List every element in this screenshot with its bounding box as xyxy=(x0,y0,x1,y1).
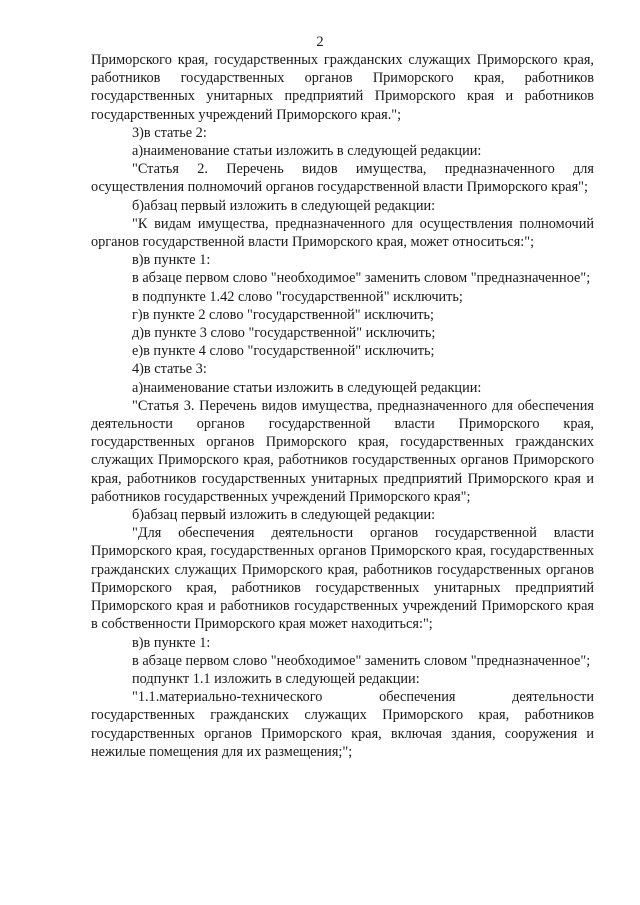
paragraph: 3)в статье 2: xyxy=(132,124,207,141)
paragraph: подпункт 1.1 изложить в следующей редакции: xyxy=(132,670,420,687)
page-number: 2 xyxy=(316,34,324,50)
paragraph: 4)в статье 3: xyxy=(132,361,207,378)
paragraph: д)в пункте 3 слово "государственной" исключить; xyxy=(132,325,436,342)
paragraph: "Для обеспечения деятельности органов государственной власти Приморского края, государственных органов Приморского края, государственных гражданских служащих Приморского края, работников государственных органов Приморского края, работников государственных унитарных предприятий Приморского края и работников государственных учреждений Приморского края в собственности Приморского края может находиться:"; xyxy=(91,525,594,633)
paragraph: в абзаце первом слово "необходимое" заменить словом "предназначенное"; xyxy=(132,652,591,669)
paragraph: "Статья 3. Перечень видов имущества, предназначенного для обеспечения деятельности органов государственной власти Приморского края, государственных органов Приморского края, государственных гражданских служащих Приморского края, работников государственных органов Приморского края, работников государственных унитарных предприятий Приморского края и работников государственных учреждений Приморского края"; xyxy=(91,397,594,505)
paragraph: а)наименование статьи изложить в следующей редакции: xyxy=(132,379,482,396)
paragraph: Приморского края, государственных гражданских служащих Приморского края, работников государственных органов Приморского края, работников государственных унитарных предприятий Приморского края и работников государственных учреждений Приморского края."; xyxy=(91,52,594,123)
paragraph: б)абзац первый изложить в следующей редакции: xyxy=(132,507,436,524)
paragraph: "К видам имущества, предназначенного для осуществления полномочий органов государственной власти Приморского края, может относиться:"; xyxy=(91,215,594,251)
paragraph: "Статья 2. Перечень видов имущества, предназначенного для осуществления полномочий органов государственной власти Приморского края"; xyxy=(91,161,594,196)
paragraph: "1.1.материально-технического обеспечения деятельности государственных гражданских служащих Приморского края, работников государственных органов Приморского края, включая здания, сооружения и нежилые помещения для их размещения;"; xyxy=(91,689,594,760)
paragraph: в)в пункте 1: xyxy=(132,252,211,269)
document-body xyxy=(91,51,594,761)
paragraph: е)в пункте 4 слово "государственной" исключить; xyxy=(132,343,435,360)
paragraph: в подпункте 1.42 слово "государственной" исключить; xyxy=(132,288,463,305)
paragraph: б)абзац первый изложить в следующей редакции: xyxy=(132,197,436,214)
paragraph: в)в пункте 1: xyxy=(132,634,211,651)
paragraph: г)в пункте 2 слово "государственной" исключить; xyxy=(132,306,434,323)
paragraph: а)наименование статьи изложить в следующей редакции: xyxy=(132,143,482,160)
paragraph: в абзаце первом слово "необходимое" заменить словом "предназначенное"; xyxy=(132,270,591,287)
